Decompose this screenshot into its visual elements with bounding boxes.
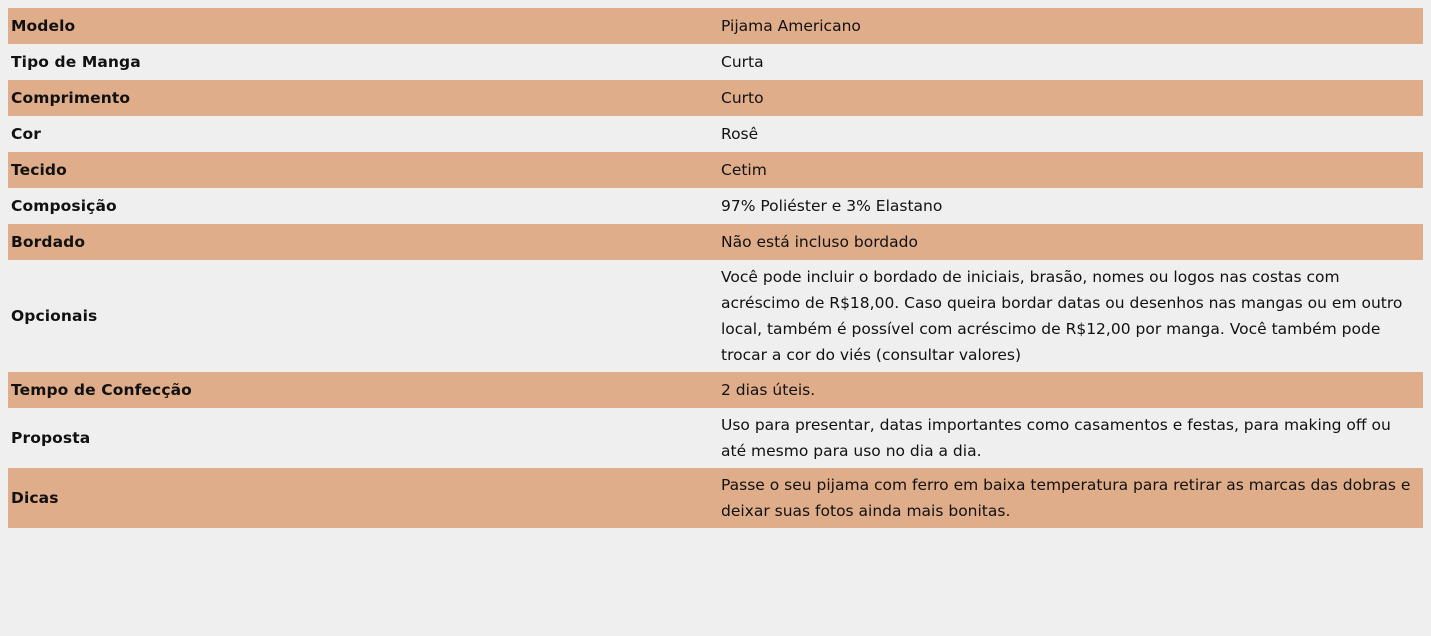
spec-row-tecido [8, 152, 1423, 188]
spec-row-modelo [8, 8, 1423, 44]
spec-value: Curto [718, 80, 1423, 116]
spec-value: 2 dias úteis. [718, 372, 1423, 408]
spec-label: Cor [8, 116, 718, 152]
spec-label: Proposta [8, 408, 718, 468]
spec-value: Uso para presentar, datas importantes como casamentos e festas, para making off ou até mesmo para uso no dia a dia. [718, 408, 1423, 468]
spec-value: Cetim [718, 152, 1423, 188]
spec-value: Curta [718, 44, 1423, 80]
spec-row-composicao [8, 188, 1423, 224]
spec-value: Passe o seu pijama com ferro em baixa temperatura para retirar as marcas das dobras e deixar suas fotos ainda mais bonitas. [718, 468, 1423, 528]
spec-row-opcionais [8, 260, 1423, 372]
spec-label: Dicas [8, 468, 718, 528]
spec-row-tipo-de-manga [8, 44, 1423, 80]
spec-row-comprimento [8, 80, 1423, 116]
product-spec-table [8, 8, 1423, 528]
spec-row-cor [8, 116, 1423, 152]
spec-value: Não está incluso bordado [718, 224, 1423, 260]
spec-row-dicas [8, 468, 1423, 528]
spec-label: Tempo de Confecção [8, 372, 718, 408]
spec-label: Composição [8, 188, 718, 224]
spec-label: Opcionais [8, 260, 718, 372]
spec-row-proposta [8, 408, 1423, 468]
spec-value: Você pode incluir o bordado de iniciais, brasão, nomes ou logos nas costas com acréscimo de R$18,00. Caso queira bordar datas ou desenhos nas mangas ou em outro local, também é possível com acréscimo de R$12,00 por manga. Você também pode trocar a cor do viés (consultar valores) [718, 260, 1423, 372]
spec-value: 97% Poliéster e 3% Elastano [718, 188, 1423, 224]
spec-row-bordado [8, 224, 1423, 260]
spec-row-tempo-de-confeccao [8, 372, 1423, 408]
spec-value: Rosê [718, 116, 1423, 152]
spec-value: Pijama Americano [718, 8, 1423, 44]
spec-label: Bordado [8, 224, 718, 260]
spec-label: Tipo de Manga [8, 44, 718, 80]
spec-label: Comprimento [8, 80, 718, 116]
spec-label: Modelo [8, 8, 718, 44]
spec-label: Tecido [8, 152, 718, 188]
